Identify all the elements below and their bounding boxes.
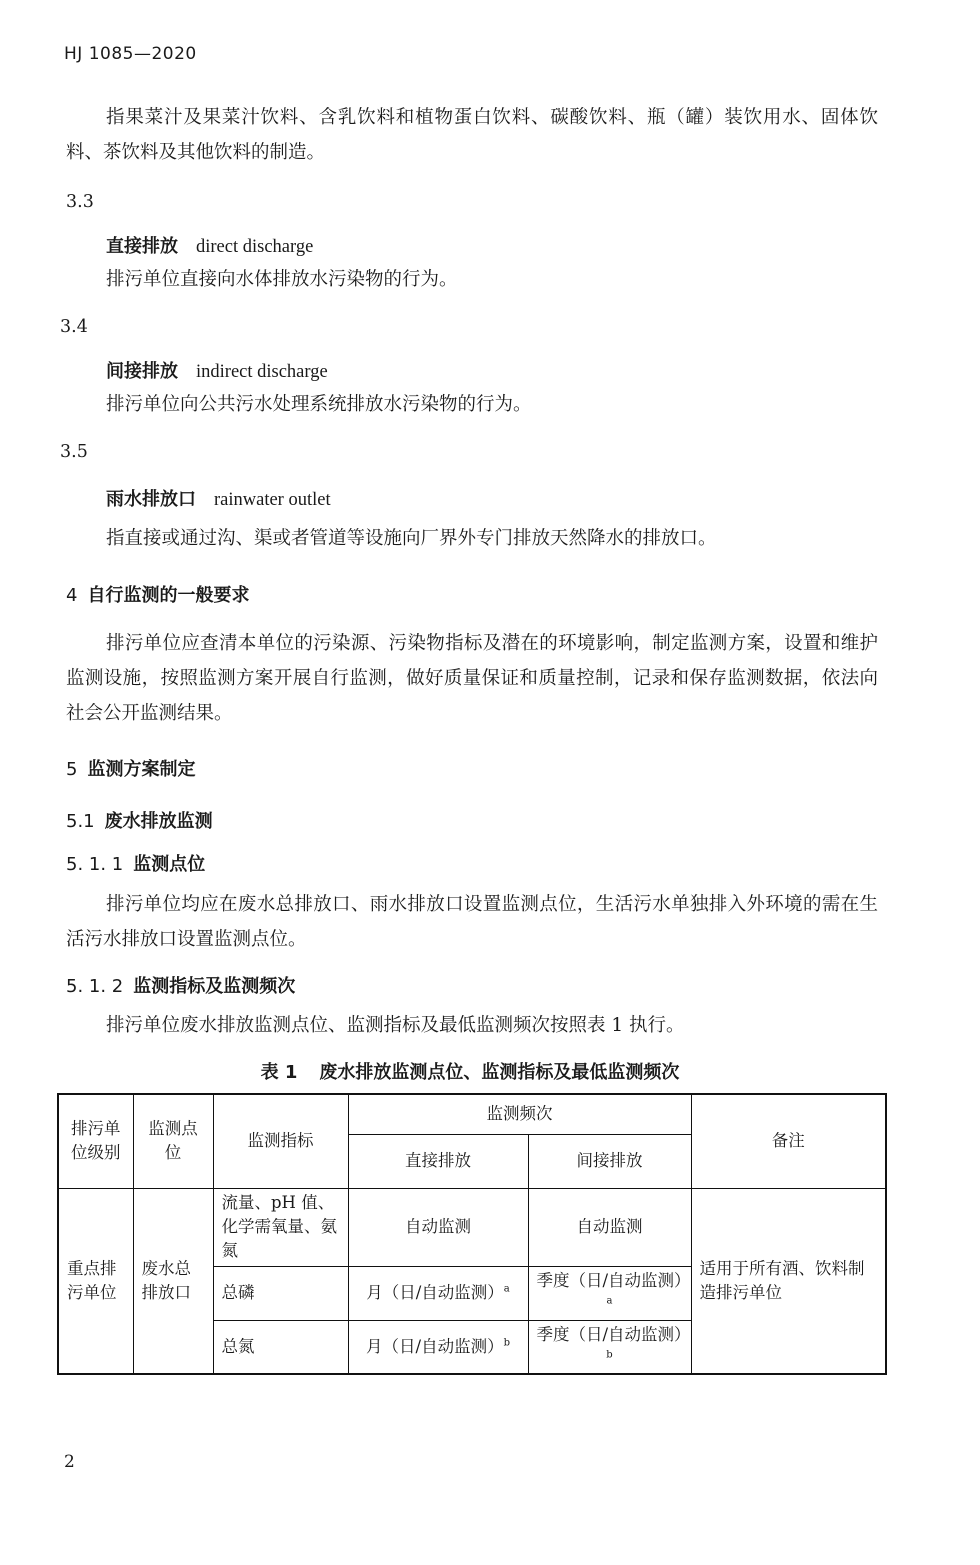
term-definition-3-3: 排污单位直接向水体排放水污染物的行为。 xyxy=(106,269,458,290)
table-title: 废水排放监测点位、监测指标及最低监测频次 xyxy=(319,1062,680,1083)
footnote-marker: a xyxy=(503,1283,510,1295)
frequency-text: 自动监测 xyxy=(405,1217,471,1236)
footnote-marker: b xyxy=(503,1337,510,1349)
indirect-frequency-cell xyxy=(528,1188,691,1266)
header-monitoring-point: 监测点位 xyxy=(133,1094,213,1188)
clause-number-3-5: 3.5 xyxy=(60,442,88,462)
header-indicator: 监测指标 xyxy=(213,1094,348,1188)
section-4-heading xyxy=(66,581,249,607)
section-title: 自行监测的一般要求 xyxy=(87,585,250,606)
term-zh: 间接排放 xyxy=(106,361,178,382)
unit-level-cell: 重点排污单位 xyxy=(58,1188,133,1374)
footnote-marker: a xyxy=(606,1295,613,1307)
remark-cell: 适用于所有酒、饮料制造排污单位 xyxy=(691,1188,886,1374)
term-3-5 xyxy=(106,485,331,511)
frequency-text: 月（日/自动监测） xyxy=(366,1283,504,1302)
section-number: 5.1 xyxy=(66,811,95,832)
intro-paragraph: 指果菜汁及果菜汁饮料、含乳饮料和植物蛋白饮料、碳酸饮料、瓶（罐）装饮用水、固体饮料、茶饮料及其他饮料的制造。 xyxy=(66,107,878,163)
direct-frequency-cell xyxy=(348,1188,528,1266)
section-4-body: 排污单位应查清本单位的污染源、污染物指标及潜在的环境影响，制定监测方案，设置和维护监测设施，按照监测方案开展自行监测，做好质量保证和质量控制，记录和保存监测数据，依法向社会公开监测结果。 xyxy=(66,633,878,724)
section-5-1-2-body: 排污单位废水排放监测点位、监测指标及最低监测频次按照表 1 执行。 xyxy=(106,1015,685,1036)
section-title: 监测方案制定 xyxy=(87,759,196,780)
indicator-cell: 总磷 xyxy=(213,1266,348,1320)
frequency-text: 月（日/自动监测） xyxy=(366,1336,504,1356)
term-3-4 xyxy=(106,357,328,383)
footnote-marker: b xyxy=(606,1349,613,1361)
term-definition-3-4: 排污单位向公共污水处理系统排放水污染物的行为。 xyxy=(106,394,532,415)
monitoring-table xyxy=(57,1093,887,1375)
page-number: 2 xyxy=(64,1452,75,1472)
table-1-caption xyxy=(0,1058,940,1084)
table-row xyxy=(58,1188,886,1266)
section-title: 废水排放监测 xyxy=(104,811,213,832)
header-frequency: 监测频次 xyxy=(348,1094,691,1134)
table-number: 表 1 xyxy=(260,1062,298,1083)
term-definition-3-5: 指直接或通过沟、渠或者管道等设施向厂界外专门排放天然降水的排放口。 xyxy=(106,528,717,549)
frequency-text: 季度（日/自动监测） xyxy=(536,1271,691,1290)
section-number: 4 xyxy=(66,585,78,606)
standard-number: HJ 1085—2020 xyxy=(64,44,197,64)
header-unit-level: 排污单位级别 xyxy=(58,1094,133,1188)
indicator-cell: 流量、pH 值、化学需氧量、氨氮 xyxy=(213,1188,348,1266)
term-en: indirect discharge xyxy=(196,362,328,382)
term-en: direct discharge xyxy=(196,237,314,257)
term-zh: 直接排放 xyxy=(106,236,178,257)
clause-number-3-3: 3.3 xyxy=(66,192,94,212)
section-5-heading xyxy=(66,755,195,781)
section-number: 5 xyxy=(66,759,78,780)
section-title: 监测指标及监测频次 xyxy=(133,976,296,997)
frequency-text: 季度（日/自动监测） xyxy=(536,1324,691,1344)
section-5-1-2-heading xyxy=(66,972,295,998)
term-en: rainwater outlet xyxy=(214,490,331,510)
section-5-1-1-body: 排污单位均应在废水总排放口、雨水排放口设置监测点位，生活污水单独排入外环境的需在生活污水排放口设置监测点位。 xyxy=(66,894,878,950)
section-5-1-1-heading xyxy=(66,850,205,876)
header-remark: 备注 xyxy=(691,1094,886,1188)
direct-frequency-cell xyxy=(348,1266,528,1320)
term-zh: 雨水排放口 xyxy=(106,489,196,510)
section-title: 监测点位 xyxy=(133,854,206,875)
indirect-frequency-cell xyxy=(528,1266,691,1320)
clause-number-3-4: 3.4 xyxy=(60,317,88,337)
term-3-3 xyxy=(106,232,313,258)
section-number: 5. 1. 1 xyxy=(66,854,124,875)
header-indirect-discharge: 间接排放 xyxy=(528,1134,691,1188)
indirect-frequency-cell xyxy=(528,1320,691,1374)
direct-frequency-cell xyxy=(348,1320,528,1374)
header-direct-discharge: 直接排放 xyxy=(348,1134,528,1188)
monitoring-point-cell: 废水总排放口 xyxy=(133,1188,213,1374)
section-number: 5. 1. 2 xyxy=(66,976,124,997)
indicator-cell: 总氮 xyxy=(213,1320,348,1374)
section-5-1-heading xyxy=(66,807,213,833)
frequency-text: 自动监测 xyxy=(576,1217,643,1236)
